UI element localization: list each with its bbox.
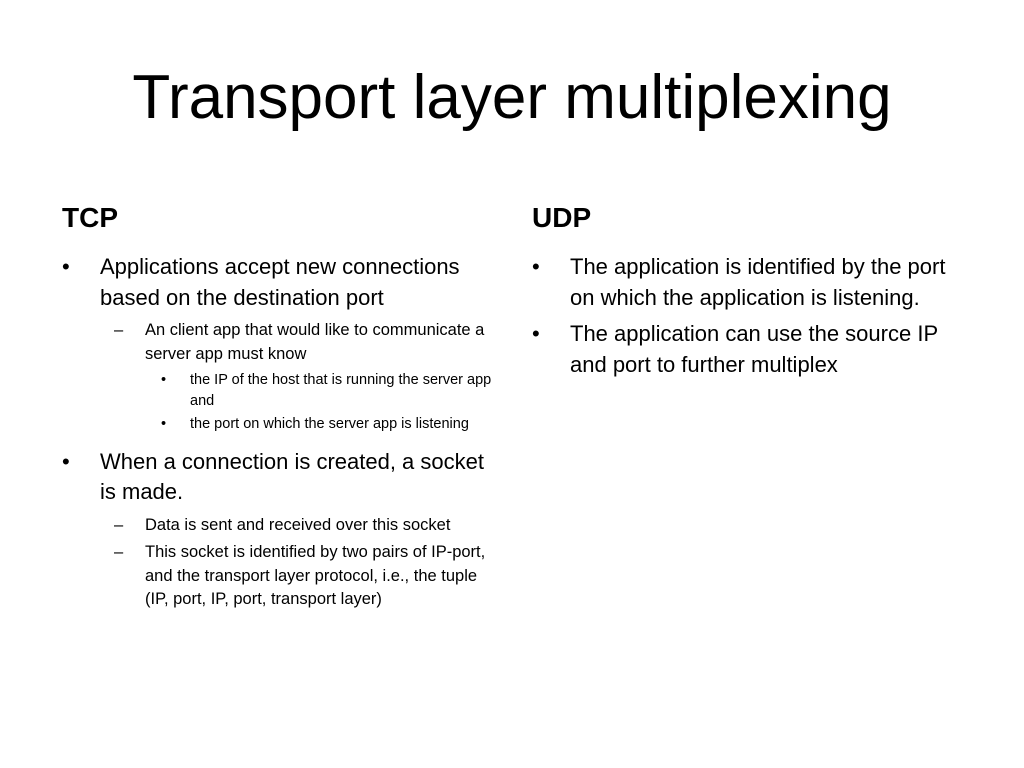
tcp-subsubbullet-2 (62, 414, 502, 435)
tcp-bullet-1 (62, 252, 502, 313)
dash-marker: – (114, 321, 124, 339)
bullet-text: The application is identified by the port on which the application is listening. (570, 254, 946, 310)
udp-bullet-1 (532, 252, 972, 313)
udp-heading: UDP (532, 202, 592, 233)
udp-column (532, 198, 972, 386)
bullet-text: Applications accept new connections based on the destination port (100, 254, 460, 310)
subbullet-text: Data is sent and received over this socket (145, 515, 451, 534)
dash-marker: – (114, 543, 124, 561)
tcp-column (62, 198, 502, 616)
dash-marker: – (114, 515, 124, 534)
udp-bullet-2 (532, 319, 972, 380)
tcp-subbullet-3 (62, 541, 502, 612)
bullet-text: When a connection is created, a socket is made. (100, 448, 484, 504)
bullet-marker: • (532, 254, 540, 279)
bullet-marker: • (62, 254, 70, 279)
tcp-bullet-2 (62, 447, 502, 508)
bullet-marker: • (62, 448, 70, 474)
bullet-marker: • (161, 372, 167, 388)
bullet-marker: • (532, 321, 540, 346)
subsubbullet-text: the IP of the host that is running the server app and (190, 372, 492, 409)
bullet-text: The application can use the source IP and port to further multiplex (570, 321, 938, 377)
tcp-subbullet-1 (62, 319, 502, 366)
tcp-heading: TCP (62, 202, 118, 233)
subsubbullet-text: the port on which the server app is listening (190, 416, 469, 432)
subbullet-text: An client app that would like to communicate a server app must know (145, 321, 485, 363)
bullet-marker: • (161, 416, 167, 432)
slide-title: Transport layer multiplexing (132, 63, 892, 132)
tcp-subsubbullet-1 (62, 370, 502, 411)
tcp-subbullet-2 (62, 514, 502, 538)
subbullet-text: This socket is identified by two pairs of IP-port, and the transport layer protocol, i.e., the tuple (IP, port, IP, port, transport layer) (145, 543, 486, 608)
